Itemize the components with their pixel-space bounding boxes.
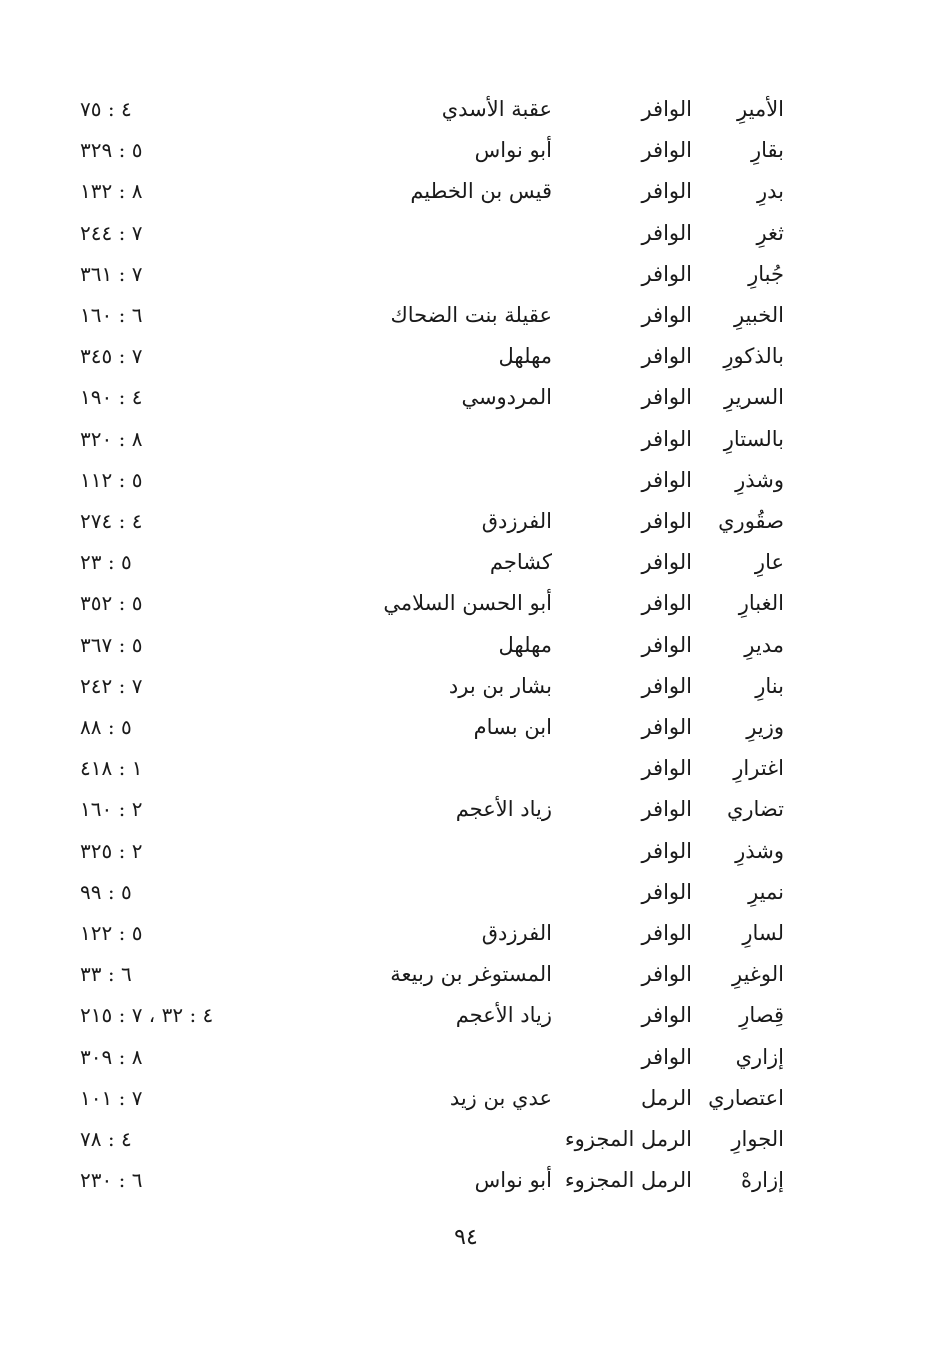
meter-name: الوافر <box>641 797 692 822</box>
meter-name: الوافر <box>641 97 692 121</box>
rhyme-word: لسارِ <box>742 921 784 945</box>
page-reference: ١ : ٤١٨ <box>80 756 143 781</box>
meter-name: الوافر <box>641 1003 692 1028</box>
index-row <box>0 337 932 375</box>
rhyme-word: جُبارِ <box>748 261 784 286</box>
page-reference: ٤ : ٣٢ ، ٧ : ٢١٥ <box>80 1003 214 1028</box>
meter-name: الوافر <box>641 632 692 657</box>
rhyme-word: ثغرِ <box>756 220 784 245</box>
page-reference: ٦ : ٢٣٠ <box>80 1168 143 1193</box>
page-reference: ٨ : ٣٠٩ <box>80 1044 143 1069</box>
page-reference: ٤ : ٧٨ <box>80 1127 132 1151</box>
index-row <box>0 626 932 664</box>
rhyme-word: الغبارِ <box>738 591 784 616</box>
rhyme-word: صقُوري <box>718 509 784 533</box>
page-number: ٩٤ <box>454 1225 478 1250</box>
index-row <box>0 1038 932 1076</box>
poet-name: زياد الأعجم <box>455 1003 552 1028</box>
page-reference: ٧ : ٣٦١ <box>80 261 143 286</box>
page-reference: ٤ : ٧٥ <box>80 97 132 121</box>
meter-name: الوافر <box>641 509 692 533</box>
rhyme-word: وشذرِ <box>735 467 784 492</box>
meter-name: الوافر <box>641 426 692 451</box>
rhyme-word: الخبيرِ <box>733 303 784 327</box>
meter-name: الوافر <box>641 962 692 987</box>
rhyme-word: الأميرِ <box>737 97 784 121</box>
poet-name: أبو نواس <box>474 1168 552 1193</box>
index-row <box>0 790 932 828</box>
index-row <box>0 955 932 993</box>
rhyme-word: مديرِ <box>744 632 784 657</box>
rhyme-word: إزاري <box>735 1044 784 1069</box>
rhyme-word: وزيرِ <box>746 715 784 739</box>
meter-name: الوافر <box>641 220 692 245</box>
index-row <box>0 543 932 581</box>
page-reference: ٥ : ٣٢٩ <box>80 138 143 163</box>
page-reference: ٢ : ١٦٠ <box>80 797 143 822</box>
index-row <box>0 708 932 746</box>
meter-name: الوافر <box>641 261 692 286</box>
page-reference: ٥ : ٨٨ <box>80 715 132 739</box>
page-reference: ٥ : ٣٦٧ <box>80 632 143 657</box>
index-row <box>0 255 932 293</box>
poet-name: مهلهل <box>498 632 552 657</box>
page-reference: ٨ : ٣٢٠ <box>80 426 143 451</box>
index-row <box>0 1120 932 1158</box>
meter-name: الوافر <box>641 838 692 863</box>
rhyme-word: تضاري <box>726 797 784 822</box>
index-row <box>0 172 932 210</box>
page-reference: ٢ : ٣٢٥ <box>80 838 143 863</box>
rhyme-word: نميرِ <box>748 879 784 904</box>
page-reference: ٥ : ١١٢ <box>80 467 143 492</box>
index-row <box>0 1161 932 1199</box>
rhyme-word: اعتصاري <box>708 1085 784 1110</box>
meter-name: الوافر <box>641 756 692 781</box>
index-row <box>0 90 932 128</box>
page-reference: ٦ : ٣٣ <box>80 962 132 987</box>
poet-name: المردوسي <box>461 385 552 410</box>
poet-name: المستوغر بن ربيعة <box>390 962 552 987</box>
meter-name: الوافر <box>641 303 692 327</box>
meter-name: الوافر <box>641 921 692 945</box>
meter-name: الوافر <box>641 179 692 204</box>
rhyme-word: الوغيرِ <box>732 962 784 987</box>
meter-name: الوافر <box>641 673 692 698</box>
rhyme-word: إزارهْ <box>741 1168 784 1193</box>
poet-name: عقبة الأسدي <box>441 97 552 121</box>
poet-name: الفرزدق <box>481 509 552 533</box>
poet-name: عدي بن زيد <box>449 1085 552 1110</box>
meter-name: الوافر <box>641 879 692 904</box>
meter-name: الوافر <box>641 344 692 369</box>
poet-name: الفرزدق <box>481 921 552 945</box>
rhyme-word: اغترارِ <box>733 756 784 781</box>
meter-name: الرمل المجزوء <box>564 1168 692 1193</box>
index-row <box>0 914 932 952</box>
rhyme-word: بالذكورِ <box>723 344 784 369</box>
page-reference: ٧ : ٢٤٢ <box>80 673 143 698</box>
index-row <box>0 214 932 252</box>
page-reference: ٤ : ١٩٠ <box>80 385 143 410</box>
poet-name: مهلهل <box>498 344 552 369</box>
index-row <box>0 1079 932 1117</box>
rhyme-word: الجوارِ <box>731 1127 784 1151</box>
page-reference: ٤ : ٢٧٤ <box>80 509 143 533</box>
poet-name: أبو نواس <box>474 138 552 163</box>
index-row <box>0 749 932 787</box>
page-reference: ٥ : ١٢٢ <box>80 921 143 945</box>
page-reference: ٥ : ٩٩ <box>80 879 132 904</box>
meter-name: الوافر <box>641 138 692 163</box>
rhyme-word: بالستارِ <box>723 426 784 451</box>
index-row <box>0 584 932 622</box>
rhyme-word: عارِ <box>754 550 784 575</box>
meter-name: الوافر <box>641 467 692 492</box>
page-reference: ٧ : ٢٤٤ <box>80 220 143 245</box>
index-row <box>0 296 932 334</box>
poet-name: عقيلة بنت الضحاك <box>390 303 552 327</box>
rhyme-word: بنارِ <box>755 673 784 698</box>
page-reference: ٥ : ٣٥٢ <box>80 591 143 616</box>
index-row <box>0 667 932 705</box>
poet-name: ابن بسام <box>473 715 552 739</box>
index-row <box>0 420 932 458</box>
index-row <box>0 131 932 169</box>
poet-name: أبو الحسن السلامي <box>383 591 552 616</box>
index-row <box>0 873 932 911</box>
index-row <box>0 378 932 416</box>
page-reference: ٧ : ١٠١ <box>80 1085 143 1110</box>
rhyme-word: السريرِ <box>724 385 784 410</box>
page-reference: ٦ : ١٦٠ <box>80 303 143 327</box>
meter-name: الوافر <box>641 715 692 739</box>
poet-name: قيس بن الخطيم <box>410 179 552 204</box>
poet-name: كشاجم <box>489 550 552 575</box>
meter-name: الوافر <box>641 591 692 616</box>
index-row <box>0 461 932 499</box>
poet-name: بشار بن برد <box>448 673 552 698</box>
index-row <box>0 502 932 540</box>
meter-name: الوافر <box>641 1044 692 1069</box>
rhyme-word: بدرِ <box>756 179 784 204</box>
meter-name: الرمل <box>641 1085 692 1110</box>
index-row <box>0 832 932 870</box>
page-reference: ٥ : ٢٣ <box>80 550 132 575</box>
meter-name: الوافر <box>641 385 692 410</box>
meter-name: الرمل المجزوء <box>564 1127 692 1151</box>
index-row <box>0 996 932 1034</box>
meter-name: الوافر <box>641 550 692 575</box>
rhyme-word: بقارِ <box>750 138 784 163</box>
poet-name: زياد الأعجم <box>455 797 552 822</box>
page-reference: ٧ : ٣٤٥ <box>80 344 143 369</box>
rhyme-word: وشذرِ <box>735 838 784 863</box>
page-reference: ٨ : ١٣٢ <box>80 179 143 204</box>
rhyme-word: قِصارِ <box>739 1003 784 1028</box>
